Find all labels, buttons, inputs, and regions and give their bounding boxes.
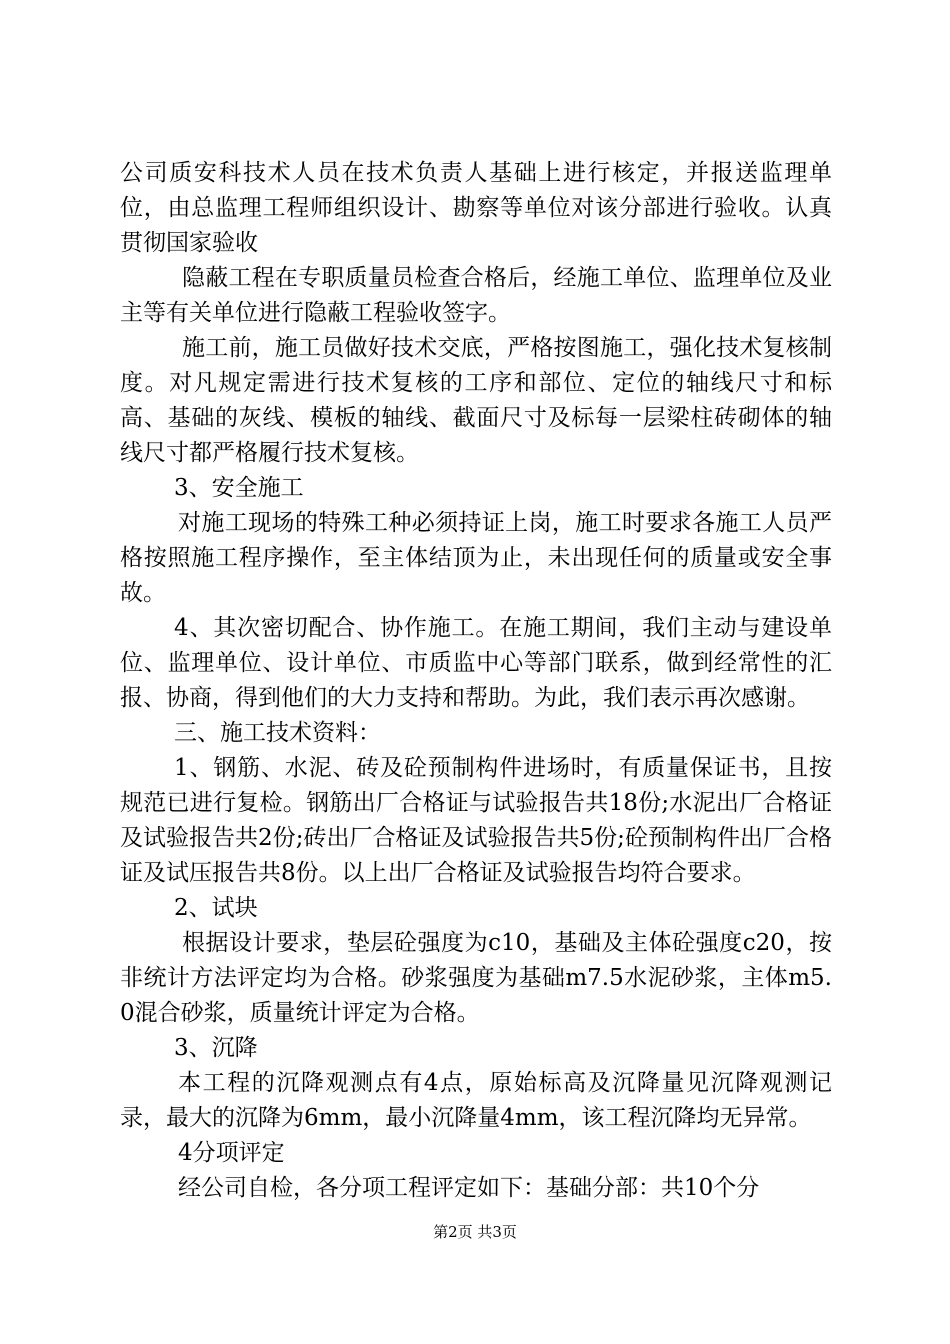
paragraph: 经公司自检，各分项工程评定如下：基础分部：共10个分 bbox=[178, 1175, 760, 1201]
page-footer: 第2页 共3页 bbox=[433, 1223, 517, 1241]
paragraph: 4分项评定 bbox=[178, 1140, 285, 1166]
paragraph: 2、试块 bbox=[174, 895, 258, 921]
paragraph: 3、沉降 bbox=[174, 1035, 258, 1061]
paragraph: 3、安全施工 bbox=[174, 475, 304, 501]
paragraph: 三、施工技术资料： bbox=[174, 720, 381, 746]
paragraph: 隐蔽工程在专职质量员检查合格后，经施工单位、监理单位及业主等有关单位进行隐蔽工程验收签字。 bbox=[120, 265, 832, 326]
paragraph: 公司质安科技术人员在技术负责人基础上进行核定，并报送监理单位，由总监理工程师组织设计、勘察等单位对该分部进行验收。认真贯彻国家验收 bbox=[120, 160, 832, 256]
paragraph: 4、其次密切配合、协作施工。在施工期间，我们主动与建设单位、监理单位、设计单位、市质监中心等部门联系，做到经常性的汇报、协商，得到他们的大力支持和帮助。为此，我们表示再次感谢。 bbox=[120, 615, 832, 711]
document-body bbox=[120, 156, 832, 1206]
paragraph: 施工前，施工员做好技术交底，严格按图施工，强化技术复核制度。对凡规定需进行技术复核的工序和部位、定位的轴线尺寸和标高、基础的灰线、模板的轴线、截面尺寸及标每一层梁柱砖砌体的轴线尺寸都严格履行技术复核。 bbox=[120, 335, 832, 466]
paragraph: 1、钢筋、水泥、砖及砼预制构件进场时，有质量保证书，且按规范已进行复检。钢筋出厂合格证与试验报告共18份;水泥出厂合格证及试验报告共2份;砖出厂合格证及试验报告共5份;砼预制构件出厂合格证及试压报告共8份。以上出厂合格证及试验报告均符合要求。 bbox=[120, 755, 832, 886]
paragraph: 本工程的沉降观测点有4点，原始标高及沉降量见沉降观测记录，最大的沉降为6mm，最小沉降量4mm，该工程沉降均无异常。 bbox=[120, 1070, 832, 1131]
paragraph: 根据设计要求，垫层砼强度为c10，基础及主体砼强度c20，按非统计方法评定均为合格。砂浆强度为基础m7.5水泥砂浆，主体m5.0混合砂浆，质量统计评定为合格。 bbox=[120, 930, 832, 1026]
paragraph: 对施工现场的特殊工种必须持证上岗，施工时要求各施工人员严格按照施工程序操作，至主体结顶为止，未出现任何的质量或安全事故。 bbox=[120, 510, 832, 606]
